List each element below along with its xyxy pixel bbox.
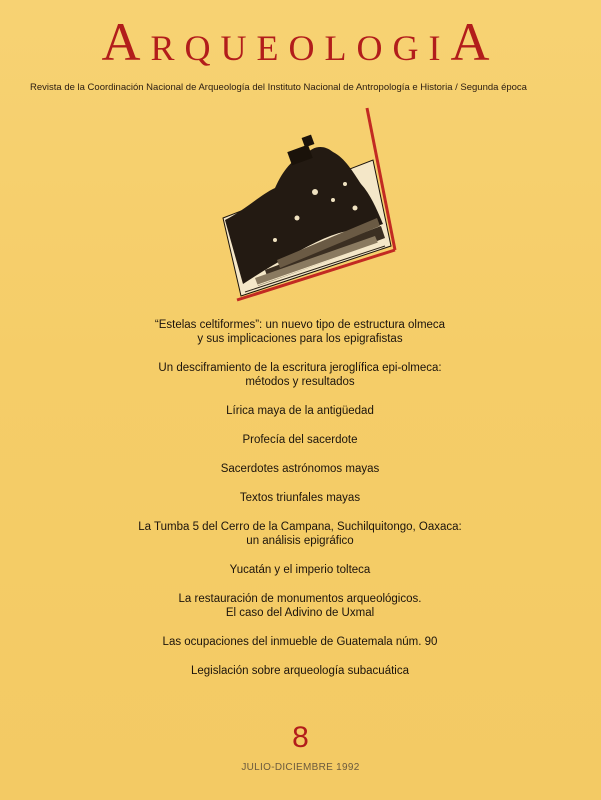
pyramid-photo-image [205,100,405,310]
table-of-contents [100,318,500,693]
toc-entry [100,433,500,447]
toc-line: “Estelas celtiformes”: un nuevo tipo de estructura olmeca [154,319,446,331]
issue-number: 8 [292,721,309,754]
toc-line: un análisis epigráfico [246,535,354,547]
toc-entry [100,520,500,548]
toc-line: métodos y resultados [245,376,355,388]
issue-date: JULIO-DICIEMBRE 1992 [241,762,360,773]
toc-line: Lírica maya de la antigüedad [226,405,374,417]
toc-entry [100,462,500,476]
toc-entry [100,361,500,389]
toc-line: Las ocupaciones del inmueble de Guatemala núm. 90 [162,636,438,648]
toc-entry [100,635,500,649]
toc-line: y sus implicaciones para los epigrafistas [197,333,403,345]
toc-line: El caso del Adivino de Uxmal [225,607,375,619]
toc-line: Un desciframiento de la escritura jeroglífica epi-olmeca: [158,362,442,374]
masthead-title [0,14,601,76]
toc-line: La Tumba 5 del Cerro de la Campana, Suchilquitongo, Oaxaca: [138,521,462,533]
toc-line: Textos triunfales mayas [239,492,361,504]
toc-entry [100,491,500,505]
toc-entry [100,318,500,346]
toc-entry [100,664,500,678]
cover-photo [205,100,405,310]
toc-line: Yucatán y el imperio tolteca [229,564,371,576]
masthead-middle: RQUEOLOGI [150,28,451,68]
masthead-first-letter: A [101,12,151,72]
masthead-subtitle: Revista de la Coordinación Nacional de Arqueología del Instituto Nacional de Antropología e Historia / Segunda época [30,82,527,93]
toc-entry [100,592,500,620]
masthead-last-letter: A [450,12,500,72]
toc-line: Profecía del sacerdote [242,434,358,446]
toc-line: Sacerdotes astrónomos mayas [220,463,380,475]
toc-line: La restauración de monumentos arqueológicos. [178,593,422,605]
toc-entry [100,563,500,577]
toc-line: Legislación sobre arqueología subacuática [190,665,409,677]
toc-entry [100,404,500,418]
